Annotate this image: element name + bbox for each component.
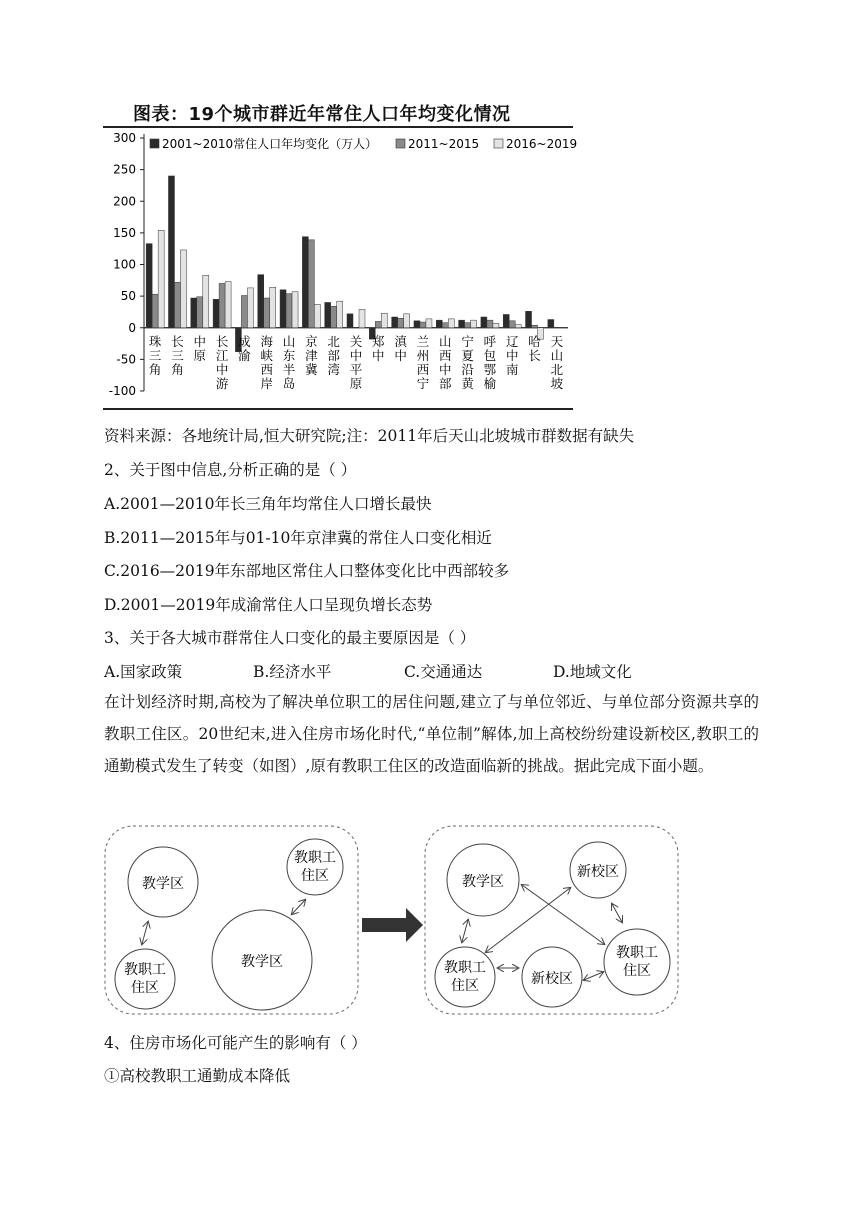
category-label-char: 宁 <box>416 375 430 391</box>
bar <box>197 297 203 328</box>
bar <box>375 321 381 327</box>
category-label-char: 州 <box>416 347 430 363</box>
bar <box>331 306 337 328</box>
staff-residence-label-1: 教职工 <box>124 962 166 978</box>
bar <box>465 323 471 328</box>
bar <box>487 320 493 328</box>
bar <box>280 290 286 328</box>
category-label-char: 中 <box>394 347 407 363</box>
bar <box>314 304 320 327</box>
y-tick-label: 0 <box>128 320 136 335</box>
category-label-char: 鄂 <box>483 361 497 377</box>
new-campus-label: 新校区 <box>577 864 619 880</box>
staff-residence-label-2: 住区 <box>301 868 329 884</box>
category-label-char: 半 <box>282 361 296 377</box>
q4-item-1: ①高校教职工通勤成本降低 <box>104 1067 291 1085</box>
category-label-char: 南 <box>505 361 519 377</box>
double-arrow <box>142 922 148 944</box>
q2-stem: 2、关于图中信息,分析正确的是（ ） <box>104 461 357 479</box>
category-label-char: 冀 <box>305 361 318 377</box>
bar <box>404 314 410 328</box>
category-label-char: 中 <box>193 333 207 349</box>
bar <box>174 282 180 328</box>
category-label-char: 山 <box>282 333 296 349</box>
legend-swatch <box>494 139 503 148</box>
bar <box>213 299 219 327</box>
category-label-char: 西 <box>260 361 273 377</box>
bar <box>509 321 515 328</box>
y-tick-label: 100 <box>113 257 136 272</box>
bar <box>493 323 499 327</box>
q3-option-a: A.国家政策 <box>104 663 183 681</box>
y-tick-label: 300 <box>113 131 136 145</box>
chart-bars <box>146 176 554 352</box>
staff-residence-circle <box>604 929 670 995</box>
bar <box>448 319 454 328</box>
category-label-char: 珠 <box>148 333 162 349</box>
bar <box>146 244 152 328</box>
category-label-char: 成 <box>238 333 251 349</box>
category-label-char: 宁 <box>461 333 474 349</box>
category-label-char: 部 <box>327 347 340 363</box>
category-label-char: 三 <box>171 347 184 363</box>
bar <box>503 314 509 327</box>
bar <box>308 240 314 328</box>
category-label-char: 中 <box>439 361 452 377</box>
chart-legend <box>150 136 577 151</box>
teaching-area-label: 教学区 <box>142 876 184 892</box>
category-label-char: 长 <box>171 333 184 349</box>
legend-swatch <box>150 139 159 148</box>
category-label-char: 榆 <box>483 375 497 391</box>
bar <box>258 275 264 328</box>
q3-option-c: C.交通通达 <box>404 663 483 681</box>
bar <box>286 294 292 328</box>
category-label-char: 角 <box>171 361 184 377</box>
category-label-char: 坡 <box>550 375 564 391</box>
q2-option-a: A.2001—2010年长三角年均常住人口增长最快 <box>104 495 432 513</box>
double-arrow <box>584 972 603 980</box>
staff-residence-label-2: 住区 <box>451 978 479 994</box>
category-label-char: 包 <box>483 347 497 363</box>
category-label-char: 角 <box>148 361 162 377</box>
staff-residence-label-1: 教职工 <box>294 850 336 866</box>
bar <box>359 309 365 327</box>
category-label-char: 中 <box>349 347 363 363</box>
bar <box>436 320 442 328</box>
bar <box>158 230 164 327</box>
category-label-char: 郑 <box>372 333 385 349</box>
category-label-char: 中 <box>215 361 229 377</box>
bar <box>548 320 554 328</box>
double-arrow <box>292 900 305 914</box>
teaching-area-label: 教学区 <box>462 874 504 890</box>
bar <box>168 176 174 328</box>
category-label-char: 岛 <box>282 375 296 391</box>
teaching-area-label: 教学区 <box>241 954 283 970</box>
category-label-char: 平 <box>349 361 363 377</box>
category-label-char: 山 <box>550 347 564 363</box>
staff-residence-circle <box>287 839 343 895</box>
staff-residence-label-1: 教职工 <box>444 960 486 976</box>
category-label-char: 哈 <box>528 333 541 349</box>
bar <box>471 320 477 328</box>
bar <box>481 317 487 328</box>
category-label-char: 西 <box>416 361 430 377</box>
bar <box>381 313 387 328</box>
category-label-char: 西 <box>439 347 452 363</box>
category-label-char: 北 <box>327 333 340 349</box>
staff-residence-label-1: 教职工 <box>616 945 658 961</box>
legend-label: 2016~2019 <box>506 137 578 151</box>
bar <box>264 298 270 328</box>
category-label-char: 关 <box>349 333 363 349</box>
category-label-char: 岸 <box>260 375 273 391</box>
category-label-char: 长 <box>528 347 541 363</box>
transition-arrow <box>362 908 423 942</box>
category-label-char: 江 <box>215 347 229 363</box>
bar <box>420 322 426 328</box>
bar <box>347 314 353 328</box>
category-label-char: 中 <box>372 347 385 363</box>
q2-option-b: B.2011—2015年与01-10年京津冀的常住人口变化相近 <box>104 529 492 547</box>
staff-residence-circle <box>435 947 495 1007</box>
bar <box>292 292 298 328</box>
y-tick-label: -100 <box>108 384 136 398</box>
y-tick-label: 250 <box>113 162 136 177</box>
bar <box>219 283 225 327</box>
q3-option-b: B.经济水平 <box>253 663 332 681</box>
category-label-char: 湾 <box>327 361 340 377</box>
bar <box>191 298 197 328</box>
category-label-char: 辽 <box>505 333 519 349</box>
bar <box>426 319 432 328</box>
bar <box>152 294 158 328</box>
passage: 在计划经济时期,高校为了解决单位职工的居住问题,建立了与单位邻近、与单位部分资源共享的教职工住区。20世纪末,进入住房市场化时代,“单位制”解体,加上高校纷纷建设新校区,教职工的通勤模式发生了转变（如图）,原有教职工住区的改造面临新的挑战。据此完成下面小题。 <box>104 693 759 775</box>
y-tick-label: 150 <box>113 225 136 240</box>
bar <box>180 250 186 328</box>
category-label-char: 峡 <box>260 347 273 363</box>
double-arrow <box>462 920 468 942</box>
bar <box>459 320 465 328</box>
category-label-char: 兰 <box>416 333 430 349</box>
q3-option-d: D.地域文化 <box>553 663 632 681</box>
bar <box>414 321 420 328</box>
category-label-char: 沿 <box>461 361 474 377</box>
bar <box>325 302 331 327</box>
category-label-char: 三 <box>148 347 162 363</box>
bar <box>515 325 521 328</box>
category-label-char: 京 <box>305 333 318 349</box>
category-label-char: 中 <box>505 347 519 363</box>
staff-residence-label-2: 住区 <box>623 963 651 979</box>
category-label-char: 天 <box>550 333 564 349</box>
staff-residence-circle <box>115 949 175 1009</box>
category-label-char: 夏 <box>461 347 474 363</box>
y-tick-label: 50 <box>120 289 136 304</box>
commute-diagram <box>100 822 700 1022</box>
bar <box>442 323 448 328</box>
bar <box>532 325 538 328</box>
category-label-char: 黄 <box>461 375 474 391</box>
category-label-char: 部 <box>439 375 452 391</box>
category-label-char: 津 <box>305 347 318 363</box>
bar <box>392 317 398 328</box>
category-label-char: 东 <box>282 347 296 363</box>
bar <box>247 288 253 328</box>
chart-title: 图表：19个城市群近年常住人口年均变化情况 <box>133 104 511 125</box>
category-label-char: 呼 <box>483 333 497 349</box>
category-label-char: 长 <box>215 333 229 349</box>
y-tick-label: 200 <box>113 194 136 209</box>
bar <box>398 318 404 327</box>
bar-chart <box>100 128 580 408</box>
category-label-char: 原 <box>193 347 207 363</box>
y-tick-label: -50 <box>116 352 136 367</box>
bar <box>225 282 231 328</box>
bar <box>203 275 209 327</box>
chart-bottom-rule <box>103 408 573 410</box>
q3-stem: 3、关于各大城市群常住人口变化的最主要原因是（ ） <box>104 629 476 647</box>
category-label-char: 游 <box>215 375 229 391</box>
q4-stem: 4、住房市场化可能产生的影响有（ ） <box>104 1034 367 1052</box>
legend-swatch <box>396 139 405 148</box>
legend-label: 2011~2015 <box>408 137 480 151</box>
bar <box>241 295 247 327</box>
double-arrow <box>612 904 622 922</box>
new-campus-label: 新校区 <box>531 971 573 987</box>
category-label-char: 渝 <box>238 347 251 363</box>
category-label-char: 北 <box>550 361 564 377</box>
q2-option-c: C.2016—2019年东部地区常住人口整体变化比中西部较多 <box>104 562 510 580</box>
category-label-char: 原 <box>349 375 363 391</box>
bar <box>337 301 343 328</box>
bar <box>526 311 532 327</box>
category-labels <box>149 334 564 391</box>
legend-label: 2001~2010常住人口年均变化（万人） <box>162 137 378 151</box>
category-label-char: 海 <box>260 333 273 349</box>
staff-residence-label-2: 住区 <box>131 980 159 996</box>
bar <box>270 287 276 327</box>
source-note: 资料来源：各地统计局,恒大研究院;注：2011年后天山北坡城市群数据有缺失 <box>104 427 635 445</box>
q2-option-d: D.2001—2019年成渝常住人口呈现负增长态势 <box>104 596 433 614</box>
category-label-char: 山 <box>439 333 452 349</box>
bar <box>302 237 308 328</box>
double-arrow <box>486 888 570 952</box>
category-label-char: 滇 <box>394 333 407 349</box>
